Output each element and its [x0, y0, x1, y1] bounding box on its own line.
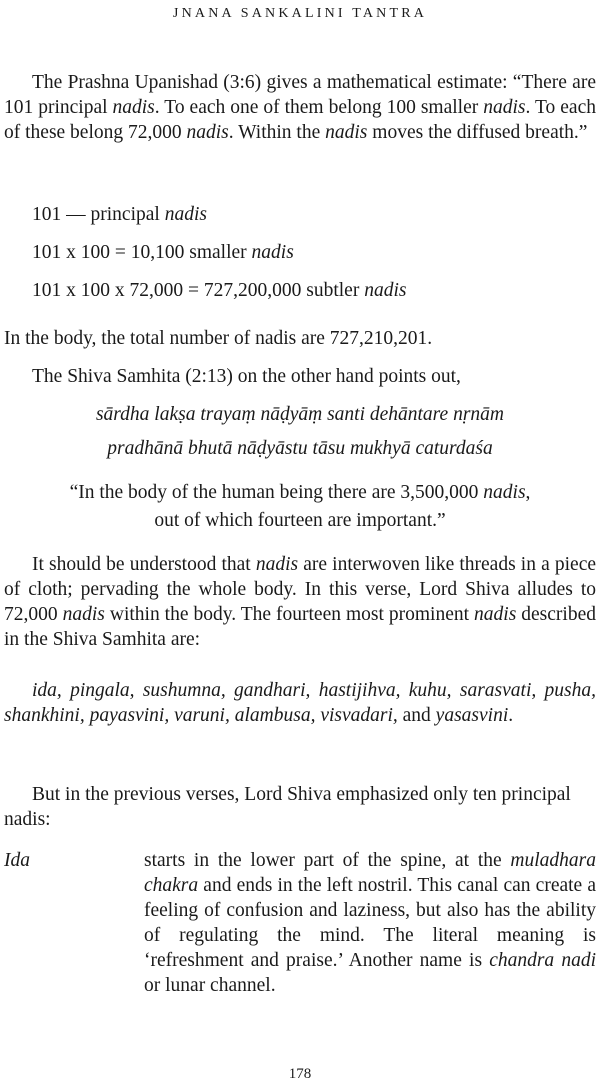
- total-nadis-line: In the body, the total number of nadis are 727,210,201.: [4, 328, 433, 349]
- calc-line-3: 101 x 100 x 72,000 = 727,200,000 subtler nadis: [32, 280, 407, 301]
- shiva-samhita-intro: The Shiva Samhita (2:13) on the other hand points out,: [32, 366, 461, 387]
- translation-line-2: out of which fourteen are important.”: [154, 510, 446, 531]
- sloka-line-1: sārdha lakṣa trayaṃ nāḍyāṃ santi dehāntare nṛnām: [95, 404, 505, 425]
- paragraph-interwoven: It should be understood that nadis are interwoven like threads in a piece of cloth; pervading the whole body. In this verse, Lord Shiva alludes to 72,000 nadis within the body. The fourteen most prominent nadis described in the Shiva Samhita are:: [4, 554, 597, 650]
- calc-line-2: 101 x 100 = 10,100 smaller nadis: [32, 242, 294, 263]
- definition-term-ida: Ida: [4, 850, 30, 871]
- calc-line-1: 101 — principal nadis: [32, 204, 207, 225]
- nadi-list: ida, pingala, sushumna, gandhari, hastijihva, kuhu, sarasvati, pusha, shankhini, payasvini, varuni, alambusa, visvadari, and yasasvini.: [4, 680, 596, 726]
- running-head: JNANA SANKALINI TANTRA: [172, 6, 428, 21]
- page-number: 178: [288, 1066, 312, 1082]
- paragraph-prashna-upanishad: The Prashna Upanishad (3:6) gives a mathematical estimate: “There are 101 principal nadis. To each one of them belong 100 smaller nadis. To each of these belong 72,000 nadis. Within the nadis moves the diffused breath.”: [4, 72, 596, 143]
- paragraph-ten-principal: But in the previous verses, Lord Shiva emphasized only ten principal nadis:: [4, 784, 571, 830]
- sloka-line-2: pradhānā bhutā nāḍyāstu tāsu mukhyā caturdaśa: [107, 438, 493, 459]
- definition-ida: starts in the lower part of the spine, at the muladhara chakra and ends in the left nostril. This canal can create a feeling of confusion and laziness, but also has the ability of regulating the mind. The literal meaning is ‘refreshment and praise.’ Another name is chandra nadi or lunar channel.: [144, 850, 596, 996]
- translation-line-1: “In the body of the human being there are 3,500,000 nadis,: [69, 482, 531, 503]
